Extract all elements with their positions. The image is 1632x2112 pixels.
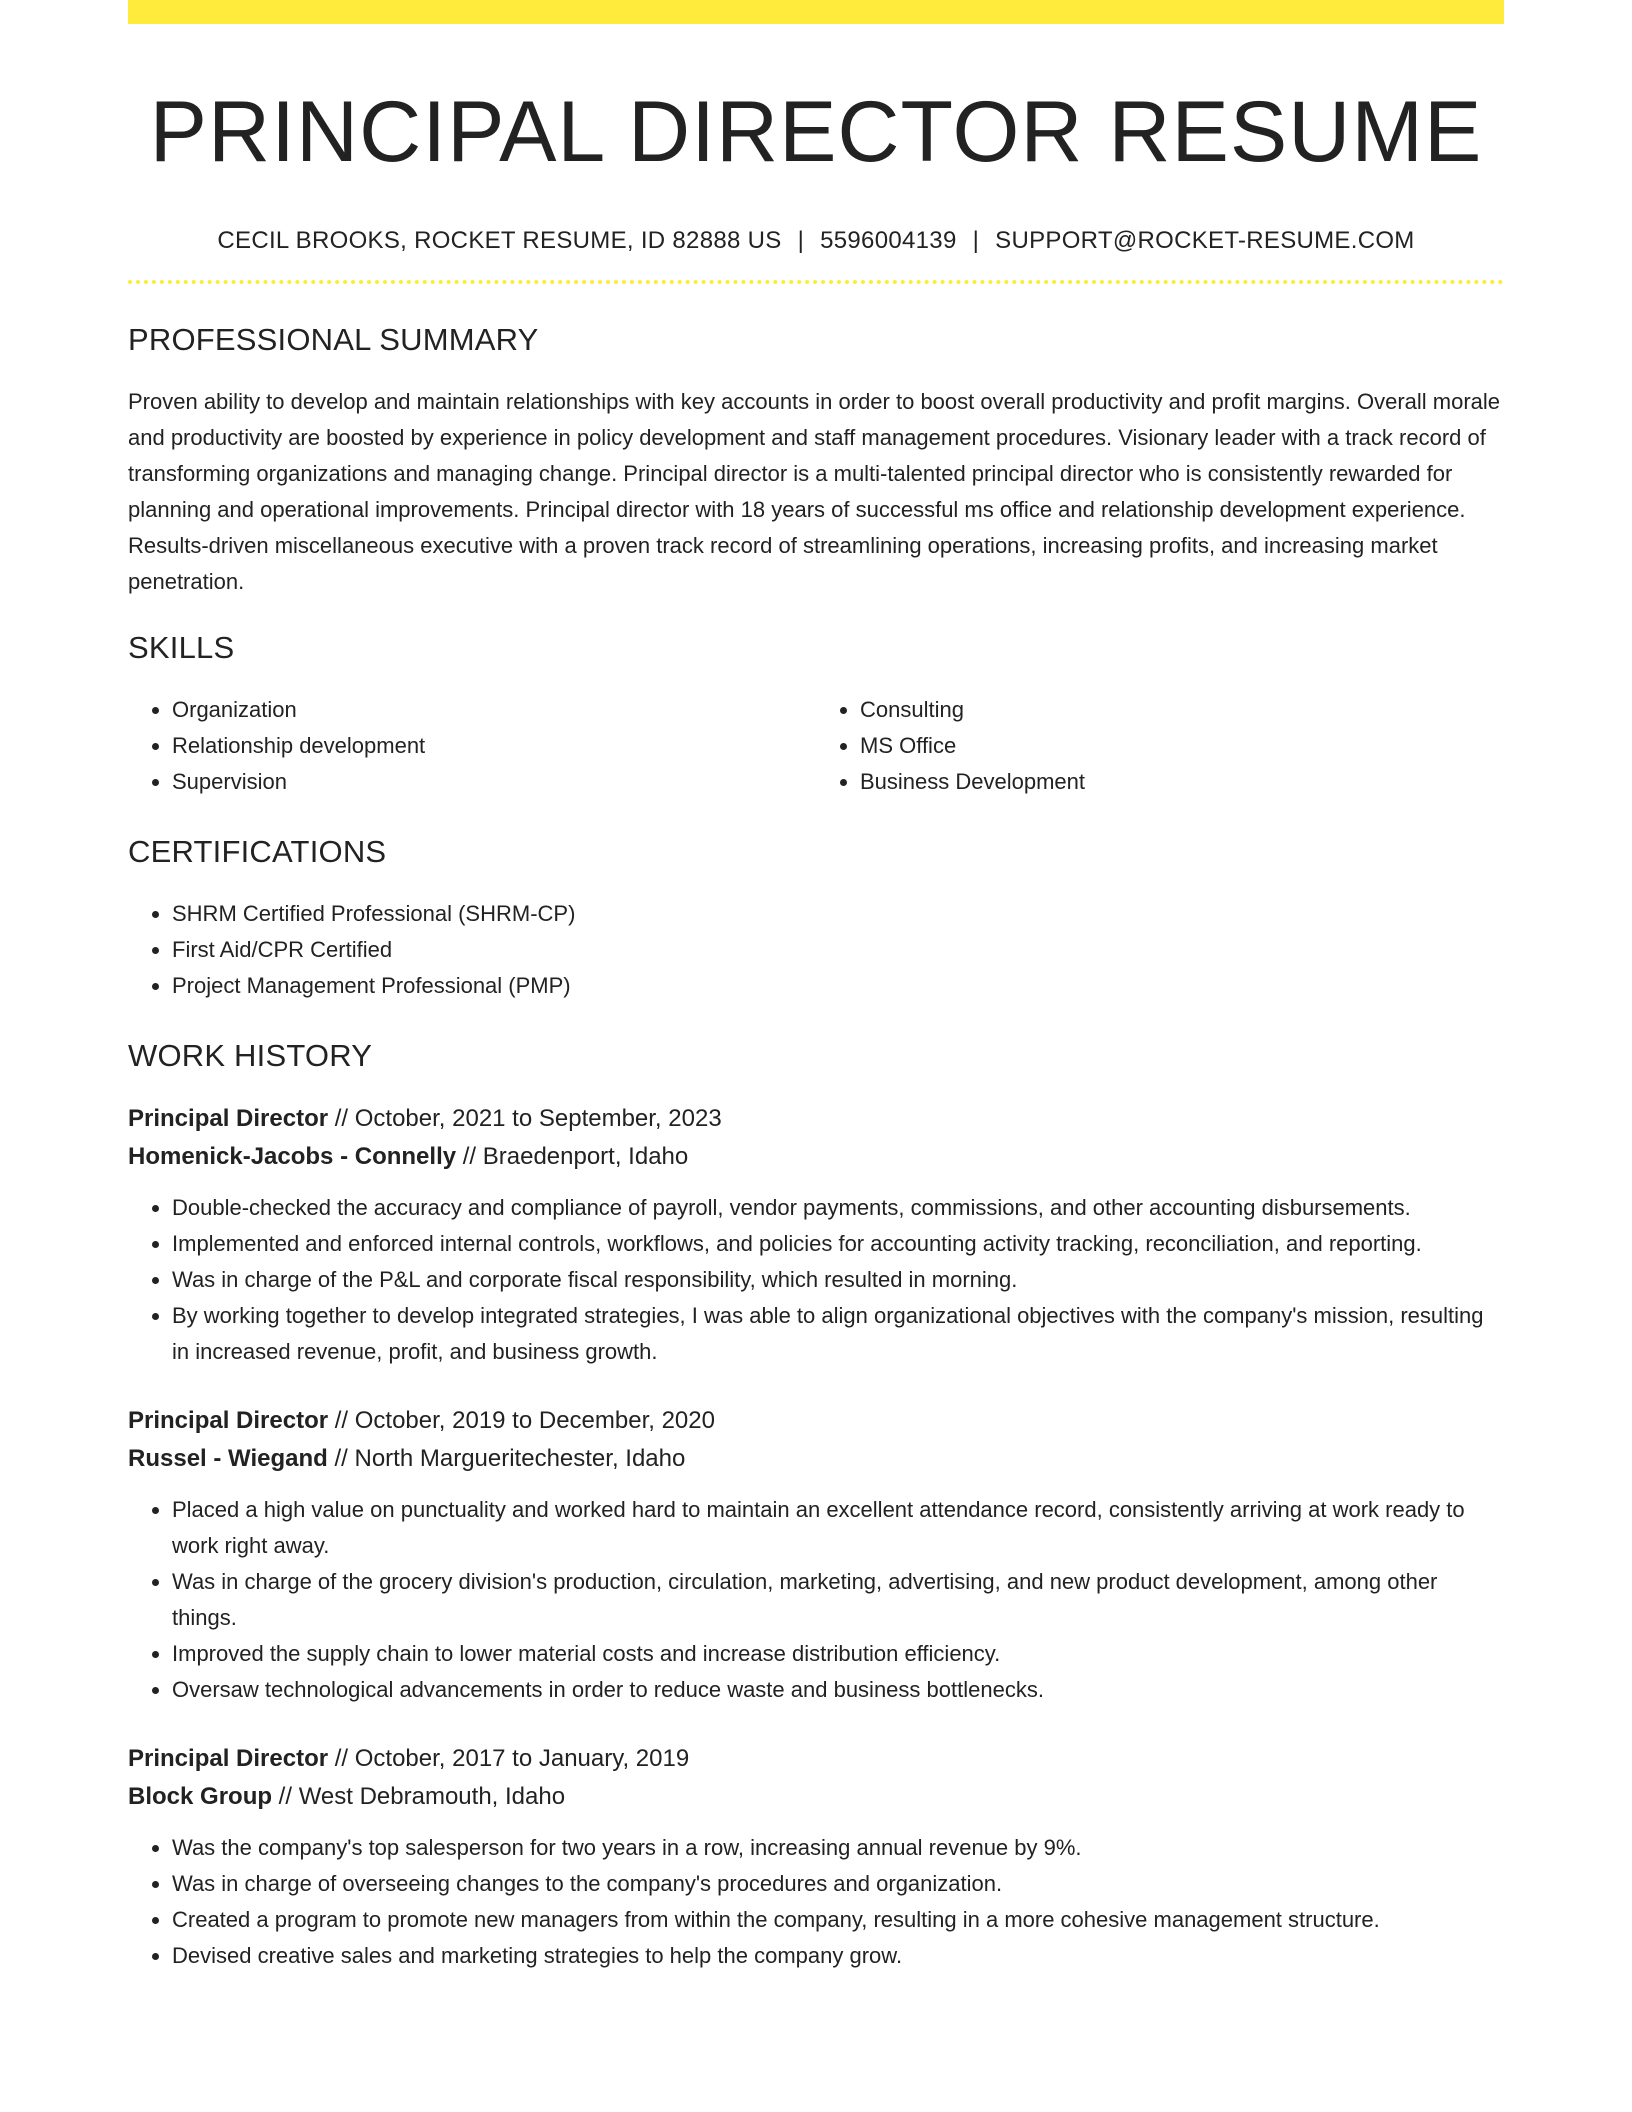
accent-top-bar	[128, 0, 1504, 24]
job-company: Block Group	[128, 1783, 273, 1810]
job-company-line	[128, 1778, 1504, 1816]
contact-phone: 5596004139	[820, 227, 957, 254]
summary-text: Proven ability to develop and maintain relationships with key accounts in order to boost overall productivity and profit margins. Overall morale and productivity are boosted by experience in policy development and staff management procedures. Visionary leader with a track record of transforming organizations and managing change. Principal director is a multi-talented principal director who is consistently rewarded for planning and operational improvements. Principal director with 18 years of successful ms office and relationship development experience. Results-driven miscellaneous executive with a proven track record of streamlining operations, increasing profits, and increasing market penetration.	[128, 389, 1501, 594]
job-title: Principal Director	[128, 1745, 329, 1772]
job-bullet: • Was the company's top salesperson for two years in a row, increasing annual revenue by 9%.	[172, 1830, 1504, 1866]
contact-line	[128, 226, 1504, 256]
skills-section	[128, 630, 1504, 800]
certifications-heading: CERTIFICATIONS	[128, 834, 387, 869]
contact-separator: |	[972, 227, 980, 254]
dotted-divider	[128, 280, 1504, 284]
resume-page	[128, 0, 1504, 1974]
contact-separator: |	[797, 227, 805, 254]
job-bullet: • Double-checked the accuracy and compliance of payroll, vendor payments, commissions, and other accounting disbursements.	[172, 1190, 1504, 1226]
job-entry	[128, 1402, 1504, 1708]
skill-item: • Supervision	[172, 764, 816, 800]
job-bullet: • Improved the supply chain to lower material costs and increase distribution efficiency.	[172, 1636, 1504, 1672]
job-dates: // October, 2021 to September, 2023	[328, 1105, 722, 1132]
job-dates: // October, 2019 to December, 2020	[328, 1407, 715, 1434]
job-bullet: • Devised creative sales and marketing strategies to help the company grow.	[172, 1938, 1504, 1974]
certification-item: • First Aid/CPR Certified	[172, 932, 1504, 968]
job-company-line	[128, 1440, 1504, 1478]
job-title-line	[128, 1740, 1504, 1778]
skill-item: • Business Development	[860, 764, 1504, 800]
job-location: // North Margueritechester, Idaho	[327, 1445, 686, 1472]
job-entry	[128, 1100, 1504, 1370]
work-history-heading: WORK HISTORY	[128, 1038, 373, 1073]
skills-grid	[128, 692, 1504, 800]
certifications-list	[128, 896, 1504, 1004]
certification-item: • Project Management Professional (PMP)	[172, 968, 1504, 1004]
job-bullet: • Implemented and enforced internal controls, workflows, and policies for accounting activity tracking, reconciliation, and reporting.	[172, 1226, 1504, 1262]
job-title-line	[128, 1100, 1504, 1138]
job-bullet: • Was in charge of the P&L and corporate fiscal responsibility, which resulted in morning.	[172, 1262, 1504, 1298]
job-title-line	[128, 1402, 1504, 1440]
job-company: Russel - Wiegand	[128, 1445, 328, 1472]
job-bullets	[128, 1830, 1504, 1974]
job-dates: // October, 2017 to January, 2019	[328, 1745, 690, 1772]
job-location: // West Debramouth, Idaho	[272, 1783, 566, 1810]
work-history-section	[128, 1038, 1504, 1974]
job-bullet: • Was in charge of overseeing changes to the company's procedures and organization.	[172, 1866, 1504, 1902]
skills-list-right	[816, 692, 1504, 800]
resume-title: PRINCIPAL DIRECTOR RESUME	[149, 84, 1483, 180]
certification-item: • SHRM Certified Professional (SHRM-CP)	[172, 896, 1504, 932]
skills-list-left	[128, 692, 816, 800]
job-bullets	[128, 1492, 1504, 1708]
job-bullet: • Created a program to promote new managers from within the company, resulting in a more cohesive management structure.	[172, 1902, 1504, 1938]
certifications-section	[128, 834, 1504, 1004]
skills-heading: SKILLS	[128, 630, 235, 665]
skill-item: • Relationship development	[172, 728, 816, 764]
job-bullet: • Was in charge of the grocery division's production, circulation, marketing, advertising, and new product development, among other things.	[172, 1564, 1504, 1636]
job-company-line	[128, 1138, 1504, 1176]
job-entry	[128, 1740, 1504, 1974]
skill-item: • MS Office	[860, 728, 1504, 764]
job-company: Homenick-Jacobs - Connelly	[128, 1143, 457, 1170]
summary-section	[128, 322, 1504, 600]
job-bullet: • Placed a high value on punctuality and worked hard to maintain an excellent attendance record, consistently arriving at work ready to work right away.	[172, 1492, 1504, 1564]
summary-heading: PROFESSIONAL SUMMARY	[128, 322, 539, 357]
job-title: Principal Director	[128, 1105, 329, 1132]
job-bullets	[128, 1190, 1504, 1370]
job-bullet: • Oversaw technological advancements in order to reduce waste and business bottlenecks.	[172, 1672, 1504, 1708]
job-location: // Braedenport, Idaho	[456, 1143, 689, 1170]
skill-item: • Organization	[172, 692, 816, 728]
job-bullet: • By working together to develop integrated strategies, I was able to align organizational objectives with the company's mission, resulting in increased revenue, profit, and business growth.	[172, 1298, 1504, 1370]
contact-email: SUPPORT@ROCKET-RESUME.COM	[995, 227, 1415, 254]
job-title: Principal Director	[128, 1407, 329, 1434]
contact-address: CECIL BROOKS, ROCKET RESUME, ID 82888 US	[217, 227, 782, 254]
skill-item: • Consulting	[860, 692, 1504, 728]
